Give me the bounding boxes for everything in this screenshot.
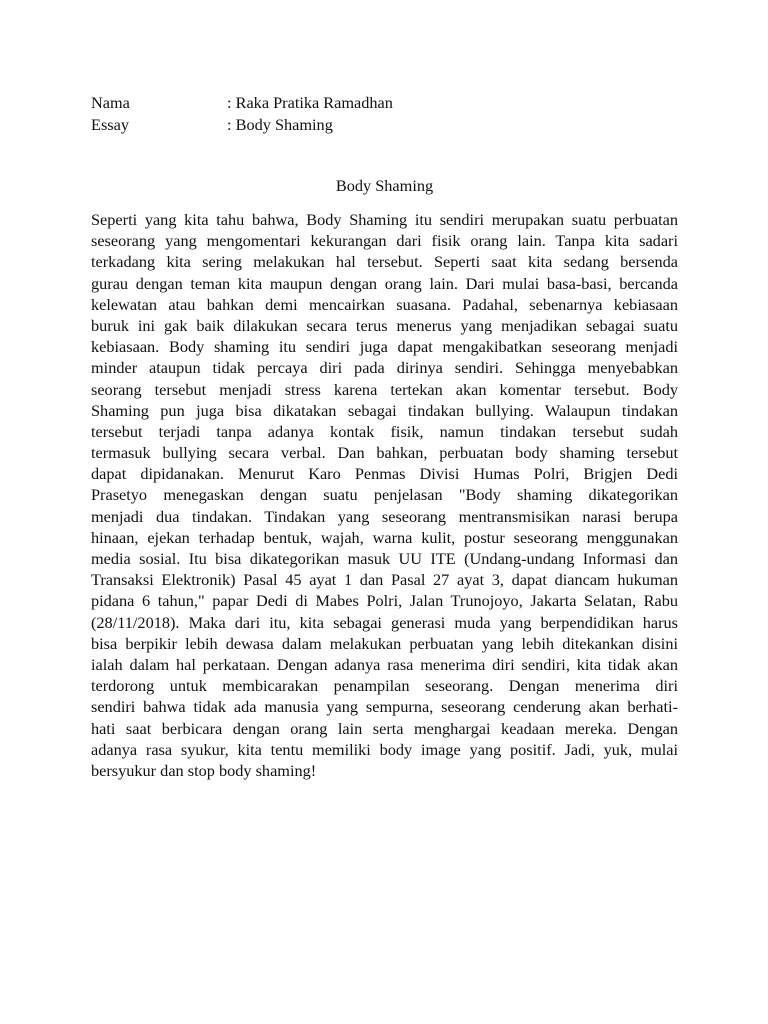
body-line: seseorang yang mengomentari kekurangan dari fisik orang lain. Tanpa kita sadari	[91, 231, 678, 251]
body-line: Prasetyo menegaskan dengan suatu penjelasan "Body shaming dikategorikan	[91, 485, 678, 505]
body-line: kebiasaan. Body shaming itu sendiri juga dapat mengakibatkan seseorang menjadi	[91, 337, 678, 357]
body-line: Transaksi Elektronik) Pasal 45 ayat 1 dan Pasal 27 ayat 3, dapat diancam hukuman	[91, 570, 678, 590]
body-line: Shaming pun juga bisa dikatakan sebagai tindakan bullying. Walaupun tindakan	[91, 400, 678, 420]
header-label-name: Nama	[91, 93, 130, 112]
body-line: dapat dipidanakan. Menurut Karo Penmas Divisi Humas Polri, Brigjen Dedi	[91, 464, 678, 484]
body-line: termasuk bullying secara verbal. Dan bahkan, perbuatan body shaming tersebut	[91, 443, 678, 463]
document-title: Body Shaming	[335, 176, 434, 195]
body-line: bisa berpikir lebih dewasa dalam melakukan perbuatan yang lebih ditekankan disini	[91, 633, 678, 653]
document-header	[91, 92, 691, 136]
body-line: minder ataupun tidak percaya diri pada dirinya sendiri. Sehingga menyebabkan	[91, 358, 678, 378]
header-row-name	[91, 92, 691, 114]
body-line: media sosial. Itu bisa dikategorikan masuk UU ITE (Undang-undang Informasi dan	[91, 549, 678, 568]
body-line: bersyukur dan stop body shaming!	[91, 760, 317, 780]
body-line: tersebut terjadi tanpa adanya kontak fisik, namun tindakan tersebut sudah	[91, 421, 678, 441]
body-line: seorang tersebut menjadi stress karena tertekan akan komentar tersebut. Body	[91, 379, 678, 399]
body-line: hinaan, ejekan terhadap bentuk, wajah, warna kulit, postur seseorang menggunakan	[91, 527, 678, 547]
body-line: kelewatan atau bahkan demi mencairkan suasana. Padahal, sebenarnya kebiasaan	[91, 294, 678, 314]
body-line: hati saat berbicara dengan orang lain serta menghargai keadaan mereka. Dengan	[91, 718, 678, 738]
header-value-name: : Raka Pratika Ramadhan	[227, 93, 393, 112]
body-line: sendiri bahwa tidak ada manusia yang sempurna, seseorang cenderung akan berhati-	[91, 697, 678, 717]
essay-body	[91, 189, 678, 781]
body-line: terkadang kita sering melakukan hal tersebut. Seperti saat kita sedang bersenda	[91, 252, 678, 272]
body-line: Seperti yang kita tahu bahwa, Body Shaming itu sendiri merupakan suatu perbuatan	[91, 210, 678, 229]
body-line: buruk ini gak baik dilakukan secara terus menerus yang menjadikan sebagai suatu	[91, 315, 678, 335]
body-line: terdorong untuk membicarakan penampilan seseorang. Dengan menerima diri	[91, 676, 678, 696]
body-line: (28/11/2018). Maka dari itu, kita sebagai generasi muda yang berpendidikan harus	[91, 612, 678, 632]
header-value-essay: : Body Shaming	[227, 115, 333, 134]
header-row-essay	[91, 114, 691, 136]
header-label-essay: Essay	[91, 115, 129, 134]
body-line: adanya rasa syukur, kita tentu memiliki body image yang positif. Jadi, yuk, mulai	[91, 739, 678, 759]
body-line: ialah dalam hal perkataan. Dengan adanya rasa menerima diri sendiri, kita tidak akan	[91, 654, 678, 674]
body-line: pidana 6 tahun," papar Dedi di Mabes Polri, Jalan Trunojoyo, Jakarta Selatan, Rabu	[91, 591, 678, 611]
body-line: gurau dengan teman kita maupun dengan orang lain. Dari mulai basa-basi, bercanda	[91, 273, 678, 293]
body-line: menjadi dua tindakan. Tindakan yang seseorang mentransmisikan narasi berupa	[91, 506, 678, 526]
